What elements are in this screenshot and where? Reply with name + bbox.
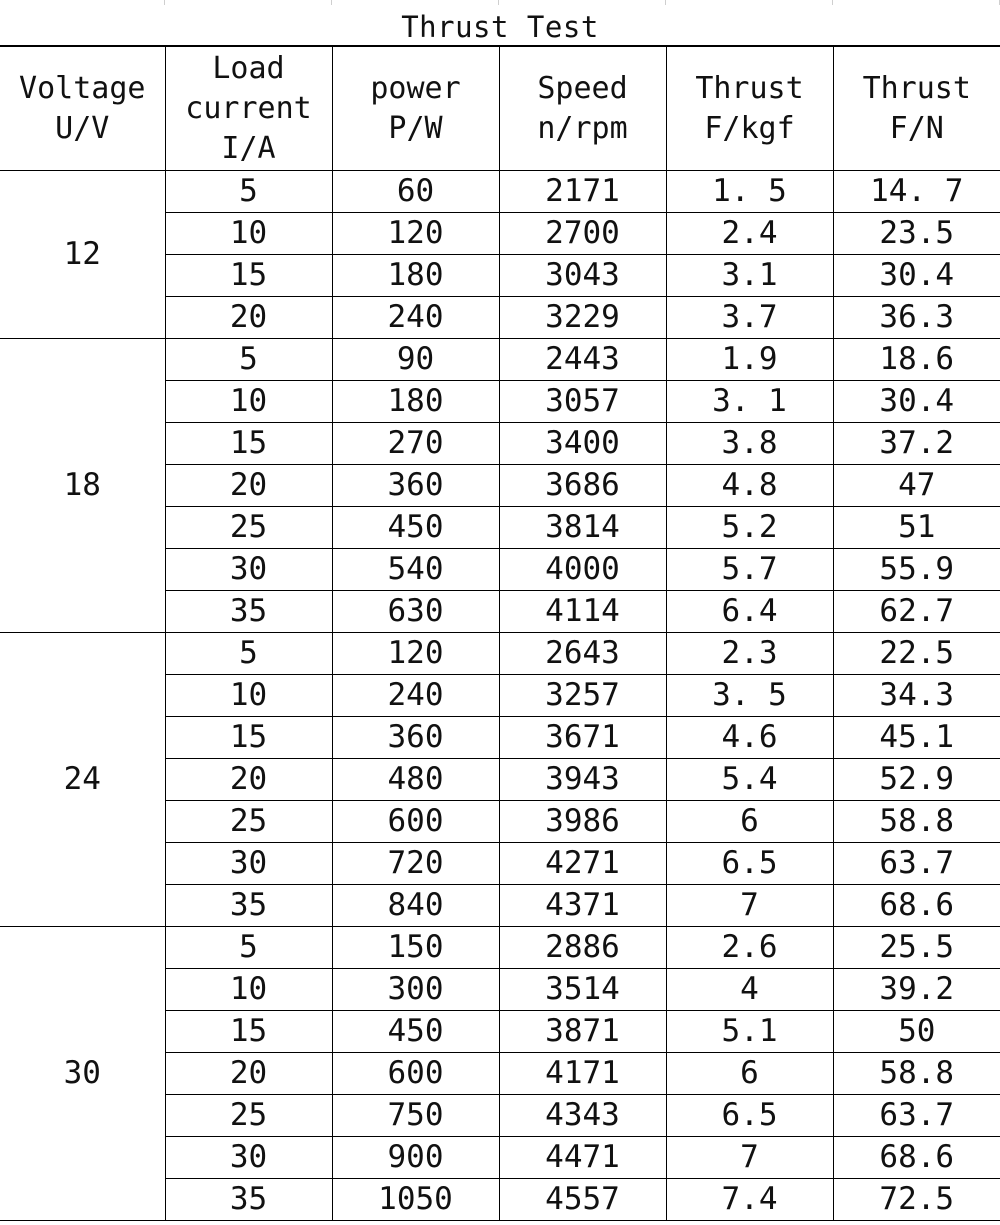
cell-thrust-kgf: 2.6 <box>666 927 833 969</box>
cell-thrust-kgf: 3.8 <box>666 423 833 465</box>
header-speed: Speed n/rpm <box>499 46 666 171</box>
cell-power: 240 <box>332 675 499 717</box>
cell-thrust-kgf: 1. 5 <box>666 171 833 213</box>
cell-speed: 2886 <box>499 927 666 969</box>
cell-load-current: 10 <box>165 213 332 255</box>
table-row <box>0 339 1000 381</box>
cell-load-current: 10 <box>165 969 332 1011</box>
cell-thrust-n: 58.8 <box>833 801 1000 843</box>
cell-thrust-n: 55.9 <box>833 549 1000 591</box>
cell-load-current: 15 <box>165 1011 332 1053</box>
table-body <box>0 171 1000 1221</box>
cell-speed: 3871 <box>499 1011 666 1053</box>
cell-speed: 3671 <box>499 717 666 759</box>
thrust-test-table <box>0 45 1000 1221</box>
cell-speed: 2700 <box>499 213 666 255</box>
cell-thrust-n: 39.2 <box>833 969 1000 1011</box>
cell-thrust-n: 23.5 <box>833 213 1000 255</box>
cell-speed: 3043 <box>499 255 666 297</box>
cell-thrust-n: 50 <box>833 1011 1000 1053</box>
header-thrust-n: Thrust F/N <box>833 46 1000 171</box>
cell-thrust-kgf: 2.3 <box>666 633 833 675</box>
cell-thrust-kgf: 6.5 <box>666 843 833 885</box>
cell-speed: 3057 <box>499 381 666 423</box>
cell-thrust-n: 72.5 <box>833 1179 1000 1221</box>
cell-speed: 3814 <box>499 507 666 549</box>
cell-speed: 4171 <box>499 1053 666 1095</box>
cell-thrust-kgf: 3. 1 <box>666 381 833 423</box>
cell-thrust-n: 36.3 <box>833 297 1000 339</box>
cell-load-current: 5 <box>165 339 332 381</box>
cell-power: 480 <box>332 759 499 801</box>
cell-power: 900 <box>332 1137 499 1179</box>
cell-load-current: 10 <box>165 675 332 717</box>
cell-power: 750 <box>332 1095 499 1137</box>
cell-speed: 3400 <box>499 423 666 465</box>
cell-load-current: 30 <box>165 549 332 591</box>
cell-power: 180 <box>332 381 499 423</box>
cell-thrust-kgf: 6.5 <box>666 1095 833 1137</box>
cell-power: 270 <box>332 423 499 465</box>
cell-thrust-kgf: 6.4 <box>666 591 833 633</box>
cell-power: 600 <box>332 801 499 843</box>
cell-load-current: 5 <box>165 171 332 213</box>
cell-power: 300 <box>332 969 499 1011</box>
cell-speed: 2171 <box>499 171 666 213</box>
cell-thrust-kgf: 5.1 <box>666 1011 833 1053</box>
cell-load-current: 25 <box>165 801 332 843</box>
cell-power: 120 <box>332 213 499 255</box>
cell-thrust-kgf: 3.1 <box>666 255 833 297</box>
cell-speed: 3229 <box>499 297 666 339</box>
cell-speed: 3257 <box>499 675 666 717</box>
cell-load-current: 15 <box>165 423 332 465</box>
cell-speed: 3514 <box>499 969 666 1011</box>
cell-load-current: 35 <box>165 885 332 927</box>
cell-thrust-kgf: 4 <box>666 969 833 1011</box>
cell-load-current: 30 <box>165 843 332 885</box>
cell-load-current: 20 <box>165 465 332 507</box>
cell-thrust-n: 52.9 <box>833 759 1000 801</box>
cell-load-current: 25 <box>165 1095 332 1137</box>
cell-load-current: 5 <box>165 633 332 675</box>
cell-voltage: 24 <box>0 633 165 927</box>
cell-speed: 2643 <box>499 633 666 675</box>
cell-thrust-n: 45.1 <box>833 717 1000 759</box>
cell-load-current: 20 <box>165 759 332 801</box>
header-voltage: Voltage U/V <box>0 46 165 171</box>
cell-speed: 4343 <box>499 1095 666 1137</box>
cell-thrust-n: 68.6 <box>833 1137 1000 1179</box>
cell-power: 120 <box>332 633 499 675</box>
cell-speed: 3986 <box>499 801 666 843</box>
table-row <box>0 927 1000 969</box>
header-thrust-kgf: Thrust F/kgf <box>666 46 833 171</box>
header-row <box>0 46 1000 171</box>
cell-power: 150 <box>332 927 499 969</box>
cell-power: 840 <box>332 885 499 927</box>
cell-thrust-kgf: 3. 5 <box>666 675 833 717</box>
cell-load-current: 35 <box>165 591 332 633</box>
cell-power: 180 <box>332 255 499 297</box>
cell-thrust-kgf: 6 <box>666 1053 833 1095</box>
cell-power: 630 <box>332 591 499 633</box>
cell-load-current: 15 <box>165 255 332 297</box>
header-power: power P/W <box>332 46 499 171</box>
cell-thrust-kgf: 4.6 <box>666 717 833 759</box>
cell-load-current: 30 <box>165 1137 332 1179</box>
cell-thrust-n: 30.4 <box>833 381 1000 423</box>
cell-speed: 4114 <box>499 591 666 633</box>
cell-power: 540 <box>332 549 499 591</box>
cell-load-current: 10 <box>165 381 332 423</box>
cell-power: 450 <box>332 1011 499 1053</box>
cell-load-current: 15 <box>165 717 332 759</box>
cell-thrust-n: 34.3 <box>833 675 1000 717</box>
cell-power: 1050 <box>332 1179 499 1221</box>
cell-thrust-kgf: 6 <box>666 801 833 843</box>
cell-speed: 4271 <box>499 843 666 885</box>
cell-speed: 4471 <box>499 1137 666 1179</box>
cell-power: 60 <box>332 171 499 213</box>
cell-power: 450 <box>332 507 499 549</box>
cell-power: 90 <box>332 339 499 381</box>
cell-thrust-kgf: 5.2 <box>666 507 833 549</box>
cell-thrust-kgf: 7 <box>666 1137 833 1179</box>
cell-load-current: 35 <box>165 1179 332 1221</box>
cell-thrust-kgf: 3.7 <box>666 297 833 339</box>
cell-power: 360 <box>332 717 499 759</box>
cell-thrust-n: 68.6 <box>833 885 1000 927</box>
cell-load-current: 5 <box>165 927 332 969</box>
cell-thrust-n: 63.7 <box>833 1095 1000 1137</box>
cell-power: 600 <box>332 1053 499 1095</box>
cell-speed: 2443 <box>499 339 666 381</box>
cell-thrust-n: 47 <box>833 465 1000 507</box>
cell-power: 360 <box>332 465 499 507</box>
cell-thrust-n: 63.7 <box>833 843 1000 885</box>
cell-speed: 3943 <box>499 759 666 801</box>
cell-thrust-kgf: 2.4 <box>666 213 833 255</box>
cell-load-current: 20 <box>165 1053 332 1095</box>
cell-load-current: 25 <box>165 507 332 549</box>
cell-speed: 4000 <box>499 549 666 591</box>
table-row <box>0 171 1000 213</box>
table-row <box>0 633 1000 675</box>
cell-voltage: 18 <box>0 339 165 633</box>
cell-thrust-n: 18.6 <box>833 339 1000 381</box>
cell-power: 720 <box>332 843 499 885</box>
cell-thrust-kgf: 7.4 <box>666 1179 833 1221</box>
cell-thrust-n: 30.4 <box>833 255 1000 297</box>
cell-thrust-n: 58.8 <box>833 1053 1000 1095</box>
cell-load-current: 20 <box>165 297 332 339</box>
cell-voltage: 12 <box>0 171 165 339</box>
cell-thrust-kgf: 1.9 <box>666 339 833 381</box>
cell-thrust-n: 51 <box>833 507 1000 549</box>
cell-speed: 3686 <box>499 465 666 507</box>
cell-thrust-kgf: 4.8 <box>666 465 833 507</box>
cell-thrust-kgf: 5.7 <box>666 549 833 591</box>
cell-thrust-n: 37.2 <box>833 423 1000 465</box>
cell-thrust-n: 22.5 <box>833 633 1000 675</box>
cell-voltage: 30 <box>0 927 165 1221</box>
cell-thrust-kgf: 5.4 <box>666 759 833 801</box>
cell-thrust-n: 25.5 <box>833 927 1000 969</box>
cell-thrust-n: 14. 7 <box>833 171 1000 213</box>
header-load-current: Load current I/A <box>165 46 332 171</box>
cell-thrust-n: 62.7 <box>833 591 1000 633</box>
cell-power: 240 <box>332 297 499 339</box>
cell-speed: 4557 <box>499 1179 666 1221</box>
cell-speed: 4371 <box>499 885 666 927</box>
cell-thrust-kgf: 7 <box>666 885 833 927</box>
table-title: Thrust Test <box>401 10 599 44</box>
